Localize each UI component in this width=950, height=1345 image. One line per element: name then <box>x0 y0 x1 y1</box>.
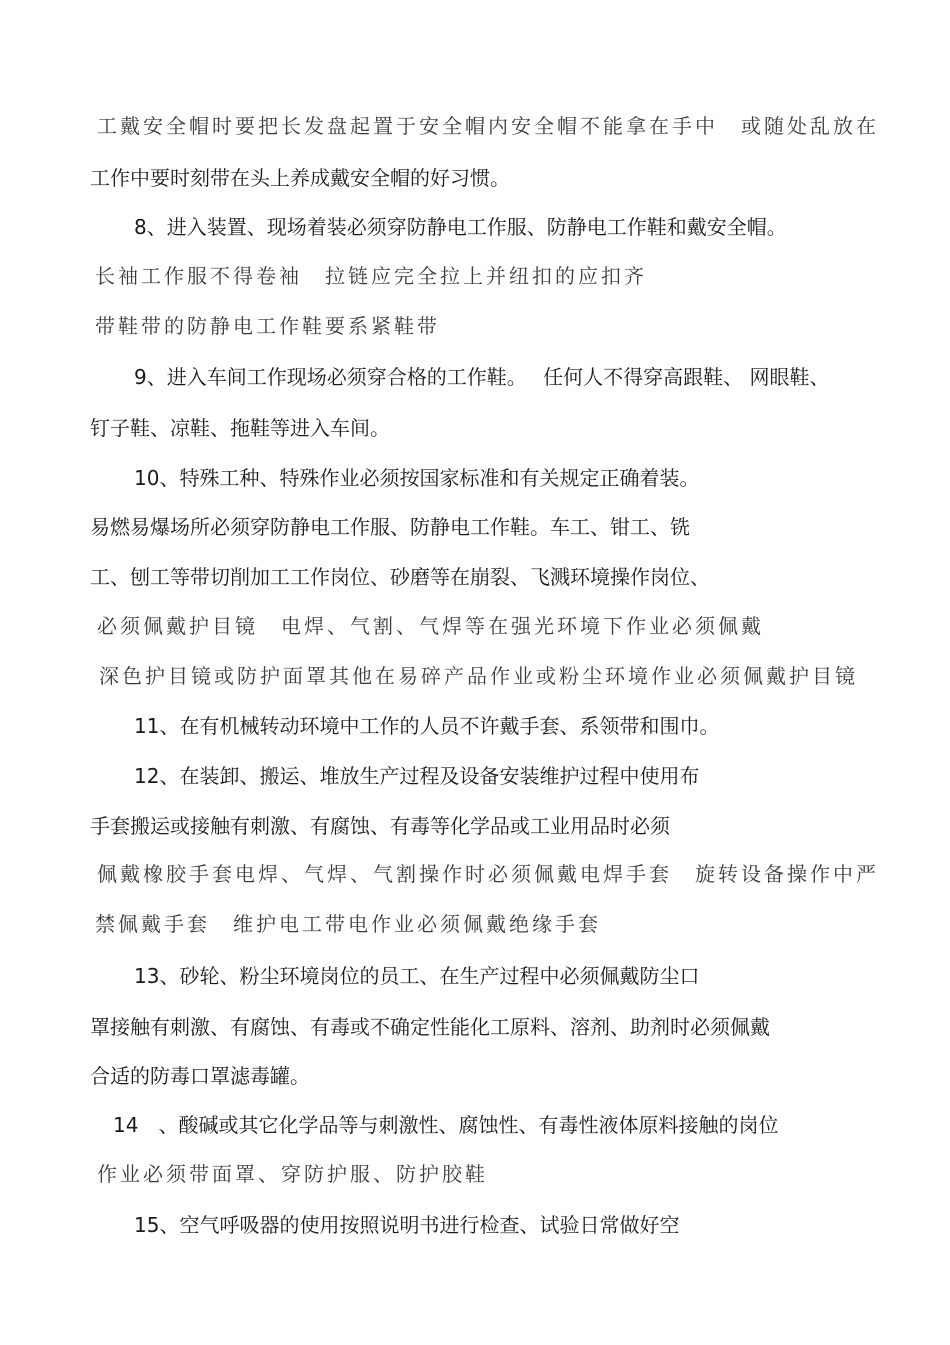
text-line: 工戴安全帽时要把长发盘起置于安全帽内安全帽不能拿在手中 或随处乱放在 <box>97 114 879 138</box>
text-line: 合适的防毒口罩滤毒罐。 <box>90 1064 310 1088</box>
text-line: 禁佩戴手套 维护电工带电作业必须佩戴绝缘手套 <box>95 912 601 936</box>
clause-14-line: 14 、酸碱或其它化学品等与刺激性、腐蚀性、有毒性液体原料接触的岗位 <box>113 1113 779 1137</box>
text-line: 佩戴橡胶手套电焊、气焊、气割操作时必须佩戴电焊手套 旋转设备操作中严 <box>97 862 879 886</box>
text-line: 工作中要时刻带在头上养成戴安全帽的好习惯。 <box>90 166 510 190</box>
text-line: 必须佩戴护目镜 电焊、气割、气焊等在强光环境下作业必须佩戴 <box>97 614 764 638</box>
text-line: 长袖工作服不得卷袖 拉链应完全拉上并纽扣的应扣齐 <box>95 264 647 288</box>
clause-10-line: 10、特殊工种、特殊作业必须按国家标准和有关规定正确着装。 <box>134 466 700 490</box>
clause-13-line: 13、砂轮、粉尘环境岗位的员工、在生产过程中必须佩戴防尘口 <box>134 964 700 988</box>
clause-12-line: 12、在装卸、搬运、堆放生产过程及设备安装维护过程中使用布 <box>134 764 700 788</box>
text-line: 作业必须带面罩、穿防护服、防护胶鞋 <box>97 1162 488 1186</box>
text-line: 钉子鞋、凉鞋、拖鞋等进入车间。 <box>90 416 390 440</box>
clause-15-line: 15、空气呼吸器的使用按照说明书进行检查、试验日常做好空 <box>134 1213 680 1237</box>
clause-8-line: 8、进入装置、现场着装必须穿防静电工作服、防静电工作鞋和戴安全帽。 <box>134 215 787 239</box>
text-line: 带鞋带的防静电工作鞋要系紧鞋带 <box>95 314 440 338</box>
text-line: 深色护目镜或防护面罩其他在易碎产品作业或粉尘环境作业必须佩戴护目镜 <box>99 664 858 688</box>
clause-11-line: 11、在有机械转动环境中工作的人员不许戴手套、系领带和围巾。 <box>134 714 720 738</box>
text-line: 易燃易爆场所必须穿防静电工作服、防静电工作鞋。车工、钳工、铣 <box>90 515 690 539</box>
text-line: 手套搬运或接触有刺激、有腐蚀、有毒等化学品或工业用品时必须 <box>90 814 670 838</box>
text-line: 工、刨工等带切削加工工作岗位、砂磨等在崩裂、飞溅环境操作岗位、 <box>90 565 710 589</box>
text-line: 罩接触有刺激、有腐蚀、有毒或不确定性能化工原料、溶剂、助剂时必须佩戴 <box>90 1015 770 1039</box>
clause-9-line: 9、进入车间工作现场必须穿合格的工作鞋。 任何人不得穿高跟鞋、 网眼鞋、 <box>134 365 830 389</box>
